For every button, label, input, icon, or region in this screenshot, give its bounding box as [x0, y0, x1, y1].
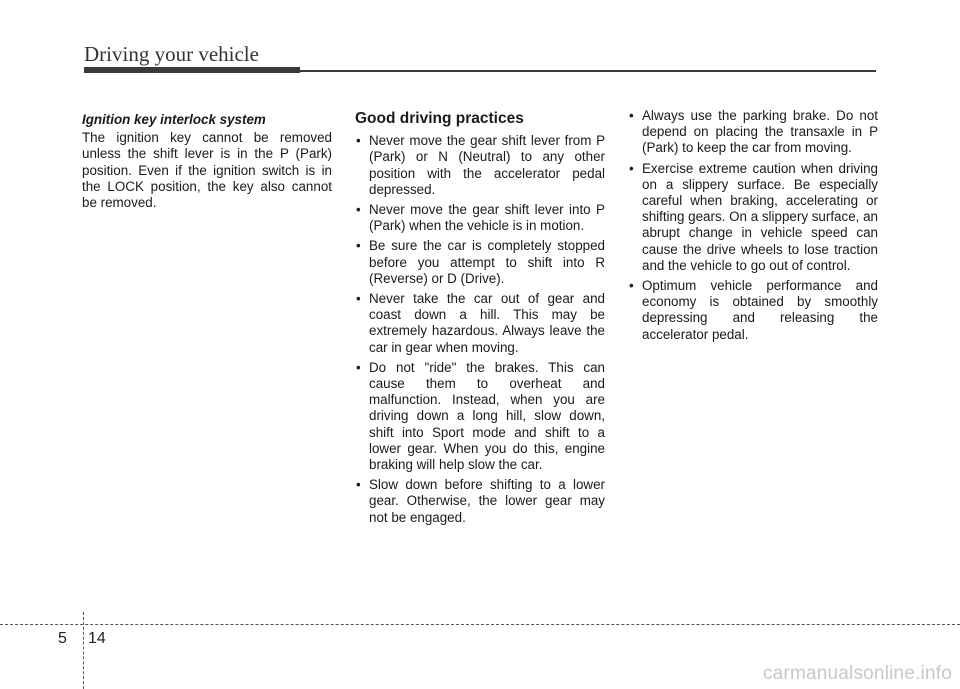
list-item-text: Optimum vehicle performance and economy is obtained by smoothly depressing and releasing the accelerator pedal. — [642, 278, 878, 342]
ignition-interlock-body: The ignition key cannot be removed unless the shift lever is in the P (Park) position. Even if the ignition switch is in the LOCK position, the key also cannot be removed. — [82, 130, 332, 211]
list-item-text: Slow down before shifting to a lower gear. Otherwise, the lower gear may not be engaged. — [369, 477, 605, 525]
bullet-icon: • — [356, 477, 361, 493]
list-item-text: Always use the parking brake. Do not depend on placing the transaxle in P (Park) to keep the car from moving. — [642, 108, 878, 156]
list-item-text: Be sure the car is completely stopped before you attempt to shift into R (Reverse) or D (Drive). — [369, 238, 605, 286]
bullet-icon: • — [356, 359, 361, 375]
page-number: 14 — [88, 630, 106, 647]
ignition-interlock-subheading: Ignition key interlock system — [82, 112, 266, 127]
bullet-icon: • — [356, 291, 361, 307]
list-item — [628, 161, 878, 274]
list-item-text: Never move the gear shift lever from P (Park) or N (Neutral) to any other position with the accelerator pedal depressed. — [369, 133, 605, 197]
column-left — [82, 108, 332, 211]
list-item-text: Never take the car out of gear and coast down a hill. This may be extremely hazardous. Always leave the car in gear when moving. — [369, 291, 605, 355]
list-item — [628, 278, 878, 343]
bullet-icon: • — [356, 133, 361, 149]
list-item — [355, 238, 605, 287]
list-item — [355, 133, 605, 198]
footer-dashed-rule — [0, 624, 960, 625]
bullet-icon: • — [629, 108, 634, 123]
bullet-icon: • — [356, 238, 361, 254]
driving-practices-list-continued — [628, 108, 878, 343]
list-item-text: Exercise extreme caution when driving on a slippery surface. Be especially careful when braking, accelerating or shifting gears. On a slippery surface, an abrupt change in vehicle speed can cause the drive wheels to lose traction and the vehicle to go out of control. — [642, 160, 878, 273]
page-header-title: Driving your vehicle — [84, 42, 259, 66]
chapter-number: 5 — [58, 630, 67, 647]
header-rule-thick — [84, 67, 300, 73]
bullet-icon: • — [629, 160, 634, 176]
list-item — [628, 108, 878, 157]
list-item — [355, 360, 605, 473]
list-item — [355, 202, 605, 234]
column-middle — [355, 108, 605, 530]
bullet-icon: • — [629, 278, 634, 294]
watermark-text: carmanualsonline.info — [762, 663, 952, 684]
column-right — [628, 108, 878, 347]
list-item-text: Never move the gear shift lever into P (Park) when the vehicle is in motion. — [369, 202, 605, 234]
footer-vertical-dashed-rule — [83, 612, 84, 689]
bullet-icon: • — [356, 202, 361, 218]
header-rule-thin — [300, 70, 876, 72]
list-item — [355, 291, 605, 356]
list-item-text: Do not "ride" the brakes. This can cause them to overheat and malfunction. Instead, when you are driving down a long hill, slow down, shift into Sport mode and shift to a lower gear. When you do this, engine braking will help slow the car. — [369, 359, 605, 473]
good-driving-practices-list — [355, 133, 605, 526]
list-item — [355, 477, 605, 526]
good-driving-practices-heading: Good driving practices — [355, 110, 524, 127]
